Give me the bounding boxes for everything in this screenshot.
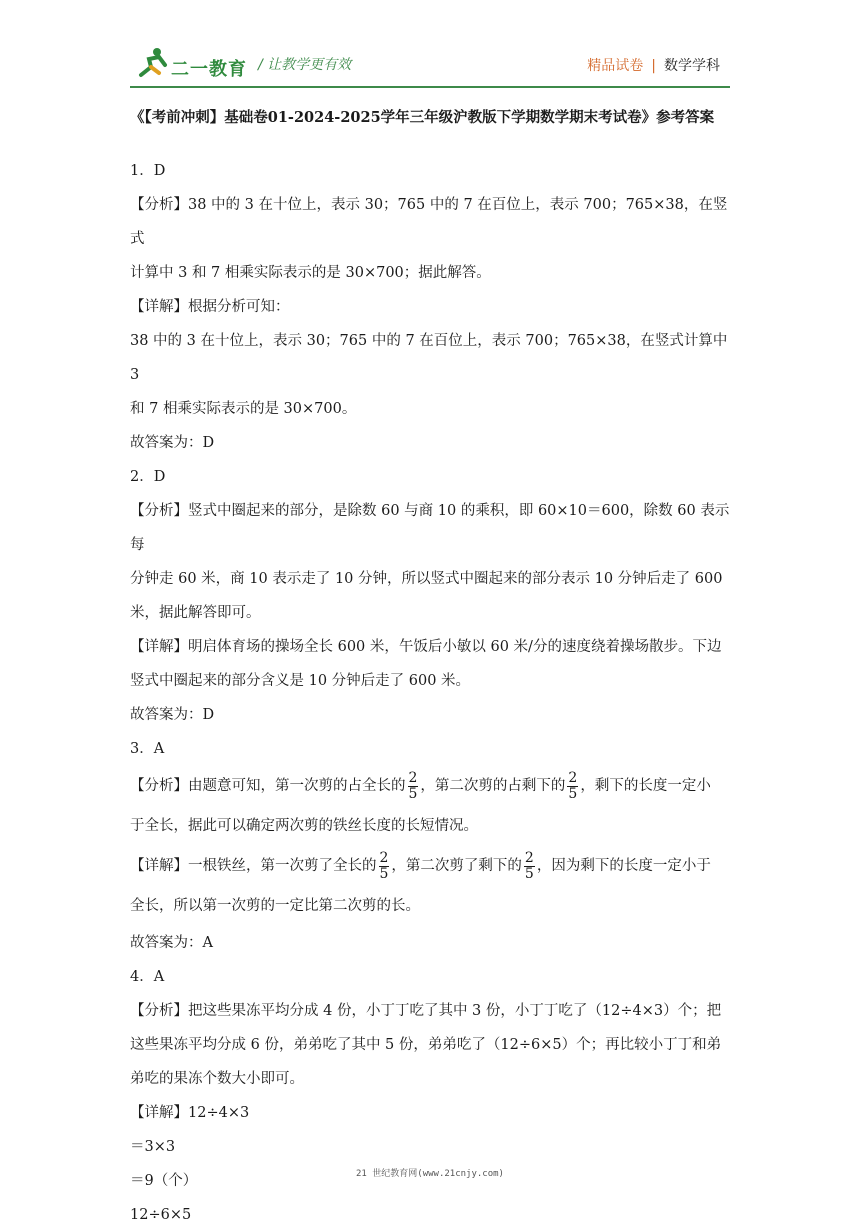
- q3-number: 3．A: [130, 741, 165, 757]
- q3-analysis-c: ，剩下的长度一定小: [580, 778, 711, 794]
- header-divider: [130, 86, 730, 88]
- q1-detail-body: [130, 324, 732, 426]
- fraction-two-fifths: [408, 771, 419, 802]
- fraction-two-fifths: [379, 851, 390, 882]
- detail-tag: 【详解】: [130, 639, 188, 655]
- q4-analysis-line2: 这些果冻平均分成 6 份，弟弟吃了其中 5 份，弟弟吃了（12÷6×5）个；再比较小丁丁和弟: [130, 1037, 722, 1053]
- q1-detail-line3: 和 7 相乘实际表示的是 30×700。: [130, 401, 357, 417]
- q3-analysis-b: ，第二次剪的占剩下的: [420, 778, 566, 794]
- q3-detail: [130, 846, 732, 926]
- detail-tag: 【详解】: [130, 1105, 188, 1121]
- q4-analysis-line3: 弟吃的果冻个数大小即可。: [130, 1071, 304, 1087]
- q4-calc-line2: ＝3×3: [130, 1139, 176, 1155]
- q2-analysis: [130, 494, 732, 630]
- fraction-numerator: 2: [408, 769, 418, 786]
- q2-detail-line2: 竖式中圈起来的部分含义是 10 分钟后走了 600 米。: [130, 673, 471, 689]
- q4-calc-line3: ＝9（个）: [130, 1173, 198, 1189]
- q4-number: 4．A: [130, 969, 165, 985]
- analysis-tag: 【分析】: [130, 778, 188, 794]
- header-right: [587, 55, 720, 75]
- detail-tag: 【详解】: [130, 858, 188, 874]
- brand-logo: [135, 45, 255, 81]
- q1-analysis: [130, 188, 732, 290]
- q4-analysis: [130, 994, 732, 1096]
- q2-analysis-line2: 分钟走 60 米，商 10 表示走了 10 分钟，所以竖式中圈起来的部分表示 10 分钟后走了 600: [130, 571, 723, 587]
- q3-detail-c: ，因为剩下的长度一定小于: [536, 858, 711, 874]
- q4-calc-line4: 12÷6×5: [130, 1207, 192, 1223]
- q3-detail-line2: 全长，所以第一次剪的一定比第二次剪的长。: [130, 898, 420, 914]
- q3-analysis-line2: 于全长，据此可以确定两次剪的铁丝长度的长短情况。: [130, 818, 478, 834]
- analysis-tag: 【分析】: [130, 503, 188, 519]
- answer-content: [130, 154, 732, 1232]
- fraction-denominator: 5: [524, 865, 534, 882]
- q3-detail-a: 一根铁丝，第一次剪了全长的: [188, 858, 377, 874]
- page-header: [130, 40, 730, 90]
- analysis-tag: 【分析】: [130, 197, 188, 213]
- q1-analysis-line1: 38 中的 3 在十位上，表示 30；765 中的 7 在百位上，表示 700；765×38，在竖式: [130, 197, 728, 247]
- fraction-two-fifths: [524, 851, 535, 882]
- q1-number: 1．D: [130, 163, 166, 179]
- q1-detail-line1: 根据分析可知：: [188, 299, 290, 315]
- q3-analysis: [130, 766, 732, 846]
- brand-name: 二一教育: [171, 59, 247, 80]
- q2-detail: [130, 630, 732, 698]
- page-footer: 21 世纪教育网(www.21cnjy.com): [356, 1169, 504, 1179]
- fraction-numerator: 2: [568, 769, 578, 786]
- header-separator: |: [651, 58, 656, 74]
- brand-slogan: / 让教学更有效: [258, 57, 352, 73]
- q1-analysis-line2: 计算中 3 和 7 相乘实际表示的是 30×700；据此解答。: [130, 265, 491, 281]
- q3-analysis-a: 由题意可知，第一次剪的占全长的: [188, 778, 406, 794]
- runner-icon: [135, 45, 171, 81]
- q3-detail-b: ，第二次剪了剩下的: [391, 858, 522, 874]
- document-title: 《【考前冲刺】基础卷01-2024-2025学年三年级沪教版下学期数学期末考试卷》参考答案: [130, 109, 715, 126]
- fraction-denominator: 5: [379, 865, 389, 882]
- q2-analysis-line3: 米，据此解答即可。: [130, 605, 261, 621]
- q3-answer: 故答案为：A: [130, 935, 213, 951]
- q1-detail-line2: 38 中的 3 在十位上，表示 30；765 中的 7 在百位上，表示 700；765×38，在竖式计算中 3: [130, 333, 728, 383]
- q2-number: 2．D: [130, 469, 166, 485]
- q4-analysis-line1: 把这些果冻平均分成 4 份，小丁丁吃了其中 3 份，小丁丁吃了（12÷4×3）个；把: [188, 1003, 722, 1019]
- fraction-numerator: 2: [524, 849, 534, 866]
- fraction-numerator: 2: [379, 849, 389, 866]
- q4-detail: [130, 1096, 732, 1130]
- q2-analysis-line1: 竖式中圈起来的部分，是除数 60 与商 10 的乘积，即 60×10＝600，除数 60 表示每: [130, 503, 730, 553]
- detail-tag: 【详解】: [130, 299, 188, 315]
- fraction-denominator: 5: [408, 785, 418, 802]
- q1-answer: 故答案为：D: [130, 435, 215, 451]
- q4-detail-line1: 12÷4×3: [188, 1105, 250, 1121]
- q2-detail-line1: 明启体育场的操场全长 600 米，午饭后小敏以 60 米/分的速度绕着操场散步。下边: [188, 639, 722, 655]
- analysis-tag: 【分析】: [130, 1003, 188, 1019]
- premium-label: 精品试卷: [587, 58, 644, 74]
- subject-label: 数学学科: [664, 58, 720, 74]
- fraction-two-fifths: [567, 771, 578, 802]
- q2-answer: 故答案为：D: [130, 707, 215, 723]
- fraction-denominator: 5: [568, 785, 578, 802]
- q1-detail: [130, 290, 732, 324]
